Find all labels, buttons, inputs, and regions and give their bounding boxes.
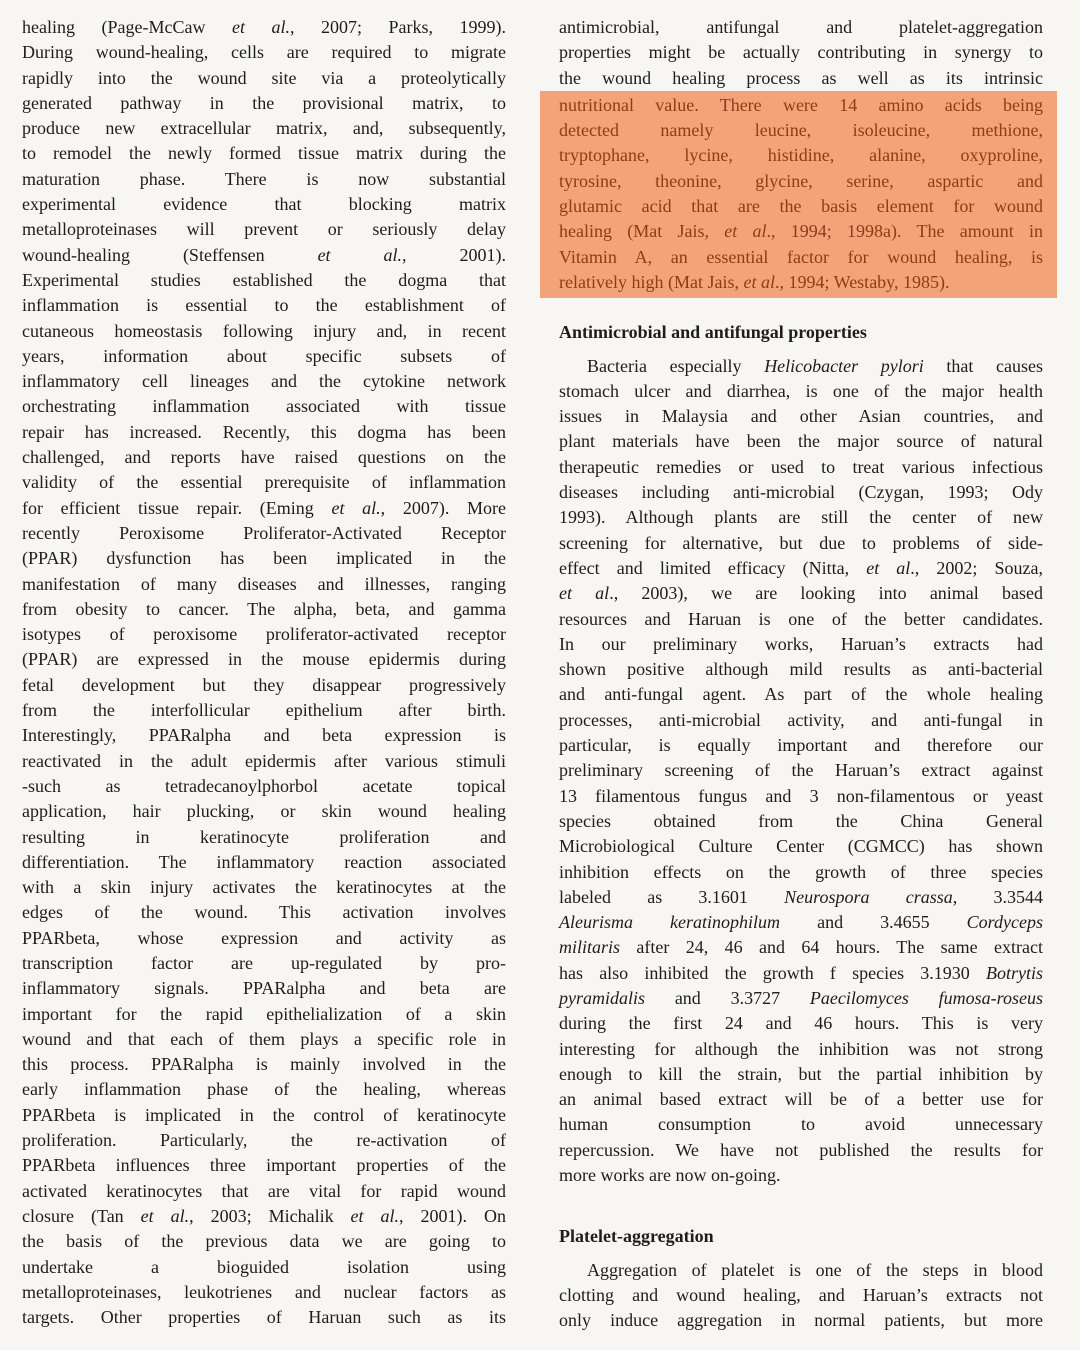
text-line: (PPAR) dysfunction has been implicated in the xyxy=(22,548,506,569)
text-line: targets. Other properties of Haruan such as its xyxy=(22,1307,506,1328)
text-line: to remodel the newly formed tissue matrix during the xyxy=(22,143,506,164)
text-line: this process. PPARalpha is mainly involved in the xyxy=(22,1054,506,1075)
text-line: maturation phase. There is now substantial xyxy=(22,168,506,189)
text-line: undertake a bioguided isolation using xyxy=(22,1256,506,1277)
text-line: diseases including anti-microbial (Czygan, 1993; Ody xyxy=(559,482,1043,503)
text-line: PPARbeta, whose expression and activity as xyxy=(22,927,506,948)
paragraph-block xyxy=(22,15,506,1330)
text-line: inflammatory cell lineages and the cytokine network xyxy=(22,371,506,392)
text-line: manifestation of many diseases and illnesses, ranging xyxy=(22,573,506,594)
text-line: Vitamin A, an essential factor for wound healing, is xyxy=(559,246,1043,267)
text-line: wound-healing (Steffensen et al., 2001). xyxy=(22,244,506,265)
text-line: healing (Page-McCaw et al., 2007; Parks, 1999). xyxy=(22,17,506,37)
text-line: edges of the wound. This activation involves xyxy=(22,902,506,923)
text-line: validity of the essential prerequisite of inflammation xyxy=(22,472,506,493)
text-line: recently Peroxisome Proliferator-Activated Receptor xyxy=(22,522,506,543)
text-line: years, information about specific subsets of xyxy=(22,345,506,366)
text-line: preliminary screening of the Haruan’s extract against xyxy=(559,760,1043,781)
text-line: isotypes of peroxisome proliferator-activated receptor xyxy=(22,624,506,645)
section-heading: Platelet-aggregation xyxy=(559,1226,714,1247)
text-line: militaris after 24, 46 and 64 hours. The same extract xyxy=(559,937,1043,958)
text-line: application, hair plucking, or skin wound healing xyxy=(22,801,506,822)
text-line: issues in Malaysia and other Asian countries, and xyxy=(559,406,1043,427)
paragraph-block xyxy=(559,354,1043,1189)
text-line: from obesity to cancer. The alpha, beta, and gamma xyxy=(22,598,506,619)
text-line: experimental evidence that blocking matrix xyxy=(22,194,506,215)
text-line: interesting for although the inhibition was not strong xyxy=(559,1038,1043,1059)
text-line: properties might be actually contributing in synergy to xyxy=(559,42,1043,63)
text-line: relatively high (Mat Jais, et al., 1994; Westaby, 1985). xyxy=(559,271,950,292)
text-line: important for the rapid epithelialization of a skin xyxy=(22,1003,506,1024)
text-line: Bacteria especially Helicobacter pylori that causes xyxy=(587,355,1043,376)
text-line: therapeutic remedies or used to treat various infectious xyxy=(559,456,1043,477)
text-line: et al., 2003), we are looking into animal based xyxy=(559,583,1043,604)
text-line: fetal development but they disappear progressively xyxy=(22,674,506,695)
text-line: processes, anti-microbial activity, and anti-fungal in xyxy=(559,709,1043,730)
text-line: repercussion. We have not published the results for xyxy=(559,1139,1043,1160)
text-line: from the interfollicular epithelium after birth. xyxy=(22,700,506,721)
right-text-column xyxy=(559,15,1043,1334)
text-line: stomach ulcer and diarrhea, is one of the major health xyxy=(559,380,1043,401)
text-line: transcription factor are up-regulated by pro- xyxy=(22,952,506,973)
text-line: resources and Haruan is one of the better candidates. xyxy=(559,608,1043,629)
text-line: the basis of the previous data we are going to xyxy=(22,1231,506,1252)
text-line: inflammatory signals. PPARalpha and beta are xyxy=(22,978,506,999)
text-line: 13 filamentous fungus and 3 non-filamentous or yeast xyxy=(559,785,1043,806)
text-line: labeled as 3.1601 Neurospora crassa, 3.3544 xyxy=(559,886,1043,907)
text-line: metalloproteinases, leukotrienes and nuclear factors as xyxy=(22,1281,506,1302)
text-line: nutritional value. There were 14 amino acids being xyxy=(559,94,1043,115)
text-line: healing (Mat Jais, et al., 1994; 1998a). The amount in xyxy=(559,221,1043,242)
text-line: has also inhibited the growth f species 3.1930 Botrytis xyxy=(559,962,1043,983)
text-line: PPARbeta is implicated in the control of keratinocyte xyxy=(22,1104,506,1125)
text-line: plant materials have been the major source of natural xyxy=(559,431,1043,452)
text-line: glutamic acid that are the basis element for wound xyxy=(559,196,1043,217)
text-line: detected namely leucine, isoleucine, methione, xyxy=(559,120,1043,141)
text-line: tryptophane, lycine, histidine, alanine, oxyproline, xyxy=(559,145,1043,166)
text-line: clotting and wound healing, and Haruan’s extracts not xyxy=(559,1284,1043,1305)
text-line: tyrosine, theonine, glycine, serine, aspartic and xyxy=(559,170,1043,191)
text-line: activated keratinocytes that are vital for rapid wound xyxy=(22,1180,506,1201)
text-line: In our preliminary works, Haruan’s extracts had xyxy=(559,633,1043,654)
text-line: challenged, and reports have raised questions on the xyxy=(22,447,506,468)
text-line: shown positive although mild results as anti-bacterial xyxy=(559,659,1043,680)
text-line: and anti-fungal agent. As part of the whole healing xyxy=(559,684,1043,705)
text-line: During wound-healing, cells are required to migrate xyxy=(22,42,506,63)
paragraph-block xyxy=(559,15,1043,91)
text-line: reactivated in the adult epidermis after various stimuli xyxy=(22,750,506,771)
text-line: early inflammation phase of the healing, whereas xyxy=(22,1079,506,1100)
text-line: Aggregation of platelet is one of the steps in blood xyxy=(587,1259,1043,1280)
text-line: Aleurisma keratinophilum and 3.4655 Cordyceps xyxy=(559,912,1043,933)
text-line: more works are now on-going. xyxy=(559,1165,781,1186)
text-line: 1993). Although plants are still the center of new xyxy=(559,507,1043,528)
text-line: wound and that each of them plays a specific role in xyxy=(22,1028,506,1049)
text-line: the wound healing process as well as its intrinsic xyxy=(559,67,1043,88)
text-line: Experimental studies established the dogma that xyxy=(22,269,506,290)
text-line: -such as tetradecanoylphorbol acetate topical xyxy=(22,775,506,796)
text-line: differentiation. The inflammatory reaction associated xyxy=(22,851,506,872)
text-line: effect and limited efficacy (Nitta, et al., 2002; Souza, xyxy=(559,557,1043,578)
text-line: Microbiological Culture Center (CGMCC) has shown xyxy=(559,836,1043,857)
text-line: antimicrobial, antifungal and platelet-aggregation xyxy=(559,17,1043,37)
text-line: enough to kill the strain, but the partial inhibition by xyxy=(559,1063,1043,1084)
text-line: inhibition effects on the growth of three species xyxy=(559,861,1043,882)
text-line: cutaneous homeostasis following injury and, in recent xyxy=(22,320,506,341)
text-line: screening for alternative, but due to problems of side- xyxy=(559,532,1043,553)
text-line: produce new extracellular matrix, and, subsequently, xyxy=(22,118,506,139)
text-line: proliferation. Particularly, the re-activation of xyxy=(22,1130,506,1151)
section-heading: Antimicrobial and antifungal properties xyxy=(559,322,867,343)
text-line: rapidly into the wound site via a proteolytically xyxy=(22,67,506,88)
text-line: particular, is equally important and therefore our xyxy=(559,735,1043,756)
paragraph-block xyxy=(559,1258,1043,1334)
text-line: human consumption to avoid unnecessary xyxy=(559,1114,1043,1135)
left-text-column xyxy=(22,15,506,1330)
text-line: (PPAR) are expressed in the mouse epidermis during xyxy=(22,649,506,670)
text-line: inflammation is essential to the establishment of xyxy=(22,295,506,316)
text-line: species obtained from the China General xyxy=(559,810,1043,831)
text-line: closure (Tan et al., 2003; Michalik et al., 2001). On xyxy=(22,1205,506,1226)
text-line: generated pathway in the provisional matrix, to xyxy=(22,92,506,113)
text-line: PPARbeta influences three important properties of the xyxy=(22,1155,506,1176)
highlighted-passage xyxy=(540,91,1057,298)
text-line: metalloproteinases will prevent or seriously delay xyxy=(22,219,506,240)
text-line: for efficient tissue repair. (Eming et al., 2007). More xyxy=(22,497,506,518)
text-line: orchestrating inflammation associated with tissue xyxy=(22,396,506,417)
text-line: repair has increased. Recently, this dogma has been xyxy=(22,421,506,442)
text-line: an animal based extract will be of a better use for xyxy=(559,1089,1043,1110)
text-line: Interestingly, PPARalpha and beta expression is xyxy=(22,725,506,746)
text-line: resulting in keratinocyte proliferation and xyxy=(22,826,506,847)
text-line: pyramidalis and 3.3727 Paecilomyces fumosa-roseus xyxy=(559,987,1043,1008)
text-line: only induce aggregation in normal patients, but more xyxy=(559,1310,1043,1331)
text-line: during the first 24 and 46 hours. This is very xyxy=(559,1013,1043,1034)
text-line: with a skin injury activates the keratinocytes at the xyxy=(22,877,506,898)
